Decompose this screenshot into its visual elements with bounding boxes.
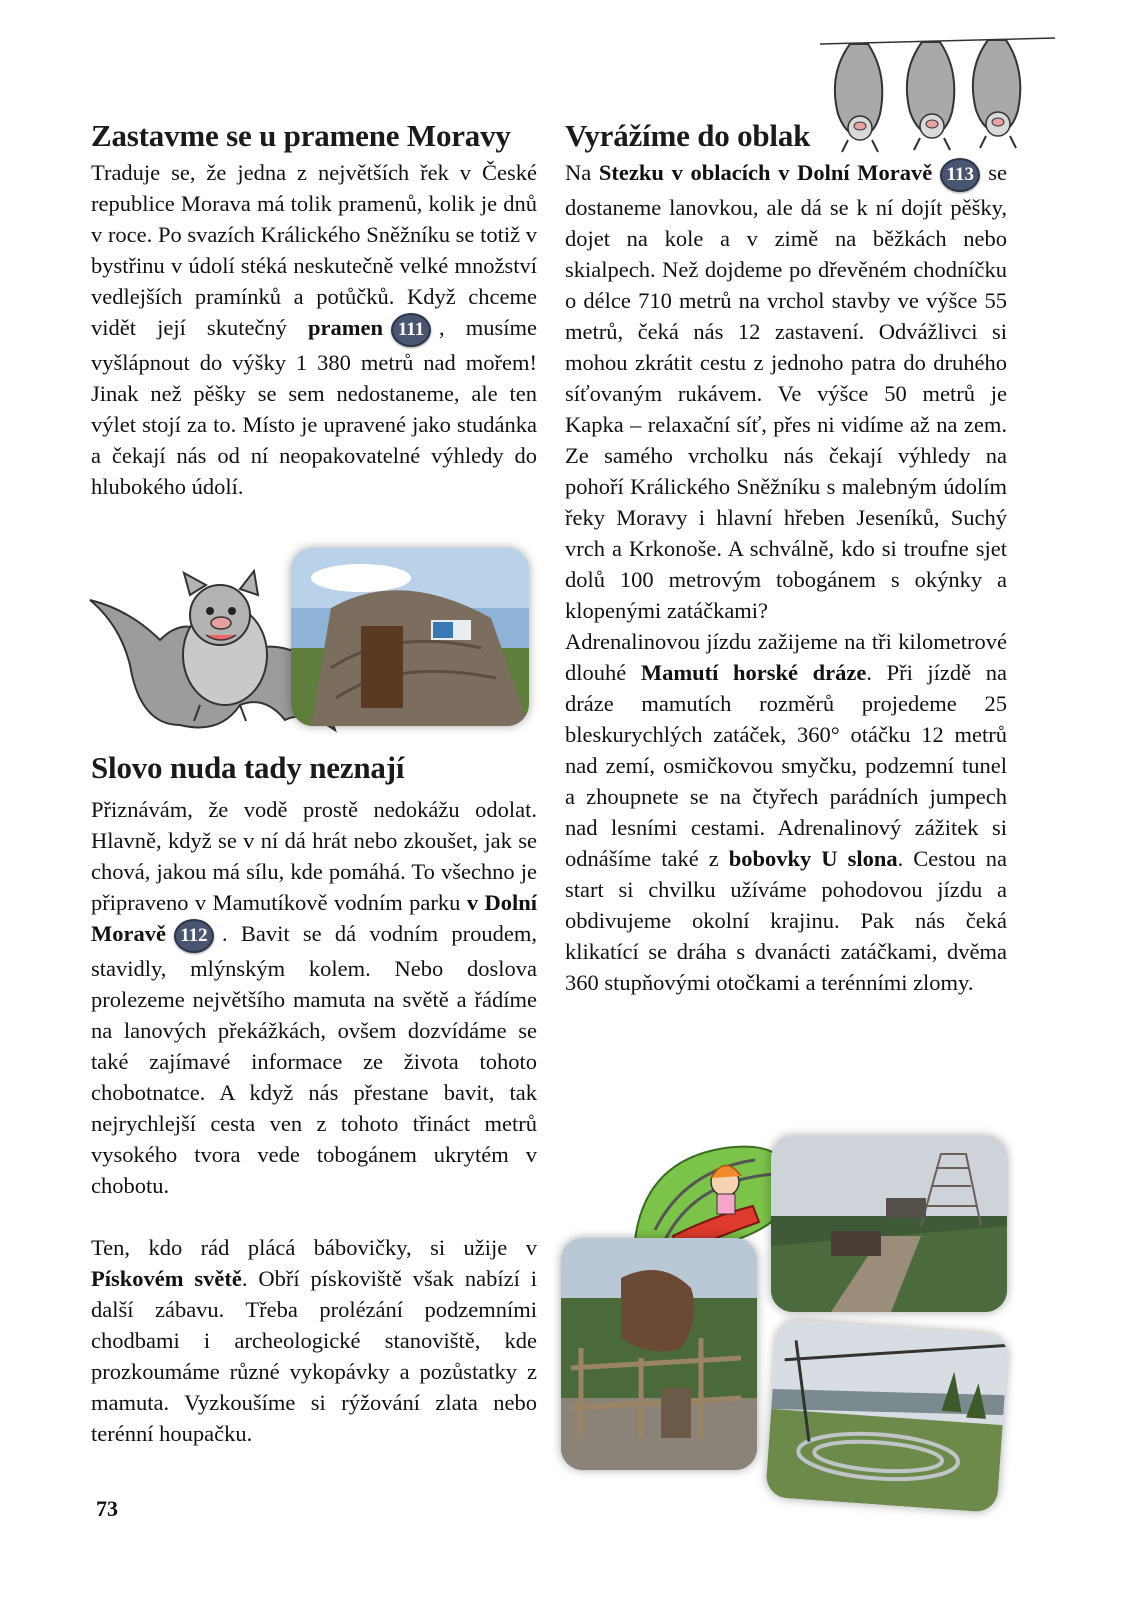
section-title-pramen: Zastavme se u pramene Moravy xyxy=(91,118,511,153)
section-text-stezka: Na Stezku v oblacích v Dolní Moravě 113 se dostaneme lanovkou, ale dá se k ní dojít pěšky, dojet na kole a v zimě na běžkách nebo skialpech. Než dojdeme po dřevěném chodníčku o délce 710 metrů na vrchol stavby ve výšce 55 metrů, čeká nás 12 zastavení. Odvážlivci si mohou zkrátit cestu z jednoho patra do druhého síťovaným rukávem. Ve výšce 50 metrů je Kapka – relaxační síť, přes ni vidíme až na zem. Ze samého vrcholku nás čekají výhledy na pohoří Králického Sněžníku s malebným údolím řeky Moravy i hlavní hřeben Jeseníků, Suchý vrch a Krkonoše. A schválně, kdo si troufne sjet dolů 100 metrovým tobogánem s okýnky a klopenými zatáčkami? xyxy=(565,157,1007,626)
spring-photo xyxy=(291,548,529,726)
section-text-pramen: Traduje se, že jedna z největších řek v České republice Morava má tolik pramenů, kolik je dnů v roce. Po svazích Králického Sněžníku se totiž v bystřinu v údolí stéká neskutečně velké množství vedlejších pramínků a potůčků. Když chceme vidět její skutečný pramen 111 , musíme vyšlápnout do výšky 1 380 metrů nad mořem! Jinak než pěšky se sem nedostaneme, ale ten výlet stojí za to. Místo je upravené jako studánka a čekají nás od ní neopakovatelné výhledy do hlubokého údolí. xyxy=(91,160,538,499)
skywalk-photo xyxy=(771,1136,1007,1312)
section-text-mamuti-draha: Adrenalinovou jízdu zažijeme na tři kilometrové dlouhé Mamutí horské dráze. Při jízdě na dráze mamutích rozměrů projedeme 25 bleskurychlých zatáček, 360° otáčku 12 metrů nad zemí, osmičkovou smyčku, podzemní tunel a zhoupnete se na čtyřech parádních jumpech nad lesními cestami. Adrenalinový zážitek si odnášíme také z bobovky U slona. Cestou na start si chvilku užíváme pohodovou jízdu a obdivujeme okolní krajinu. Pak nás čeká klikatící se dráha s dvanácti zatáčkami, dvěma 360 stupňovými otočkami a terénními zlomy. xyxy=(565,628,1008,995)
section-title-nuda: Slovo nuda tady neznají xyxy=(91,750,405,785)
left-column-lower xyxy=(91,750,537,1449)
right-column xyxy=(565,118,1007,998)
left-column xyxy=(91,118,537,502)
mountain-coaster-photo xyxy=(765,1319,1009,1513)
location-badge-112[interactable]: 112 xyxy=(174,919,214,953)
page-number: 73 xyxy=(96,1496,118,1521)
section-text-piskovy-svet: Ten, kdo rád plácá bábovičky, si užije v Pískovém světě. Obří pískoviště však nabízí i další zábavu. Třeba prolézání podzemními chodbami i archeologické stanoviště, kde prozkoumáme různé vykopávky a pozůstatky z mamuta. Vyzkoušíme si rýžování zlata nebo terénní houpačku. xyxy=(91,1234,537,1446)
location-badge-111[interactable]: 111 xyxy=(391,313,431,347)
location-badge-113[interactable]: 113 xyxy=(940,158,980,192)
section-text-nuda: Přiznávám, že vodě prostě nedokážu odolat. Hlavně, když se v ní dá hrát nebo zkoušet, jak se chová, jakou má sílu, kde pomáhá. To všechno je připraveno v Mamutíkově vodním parku v Dolní Moravě 112 . Bavit se dá vodním proudem, stavidly, mlýnským kolem. Nebo doslova prolezeme největšího mamuta na světě a řádíme na lanových překážkách, ovšem dozvídáme se také zajímavé informace ze života tohoto chobotnatce. A když nás přestane bavit, tak nejrychlejší cesta ven z tohoto třináct metrů vysokého tvora vede tobogánem ukrytém v chobotu. xyxy=(91,797,538,1198)
water-park-photo xyxy=(561,1238,757,1470)
section-title-oblaka: Vyrážíme do oblak xyxy=(565,118,811,153)
